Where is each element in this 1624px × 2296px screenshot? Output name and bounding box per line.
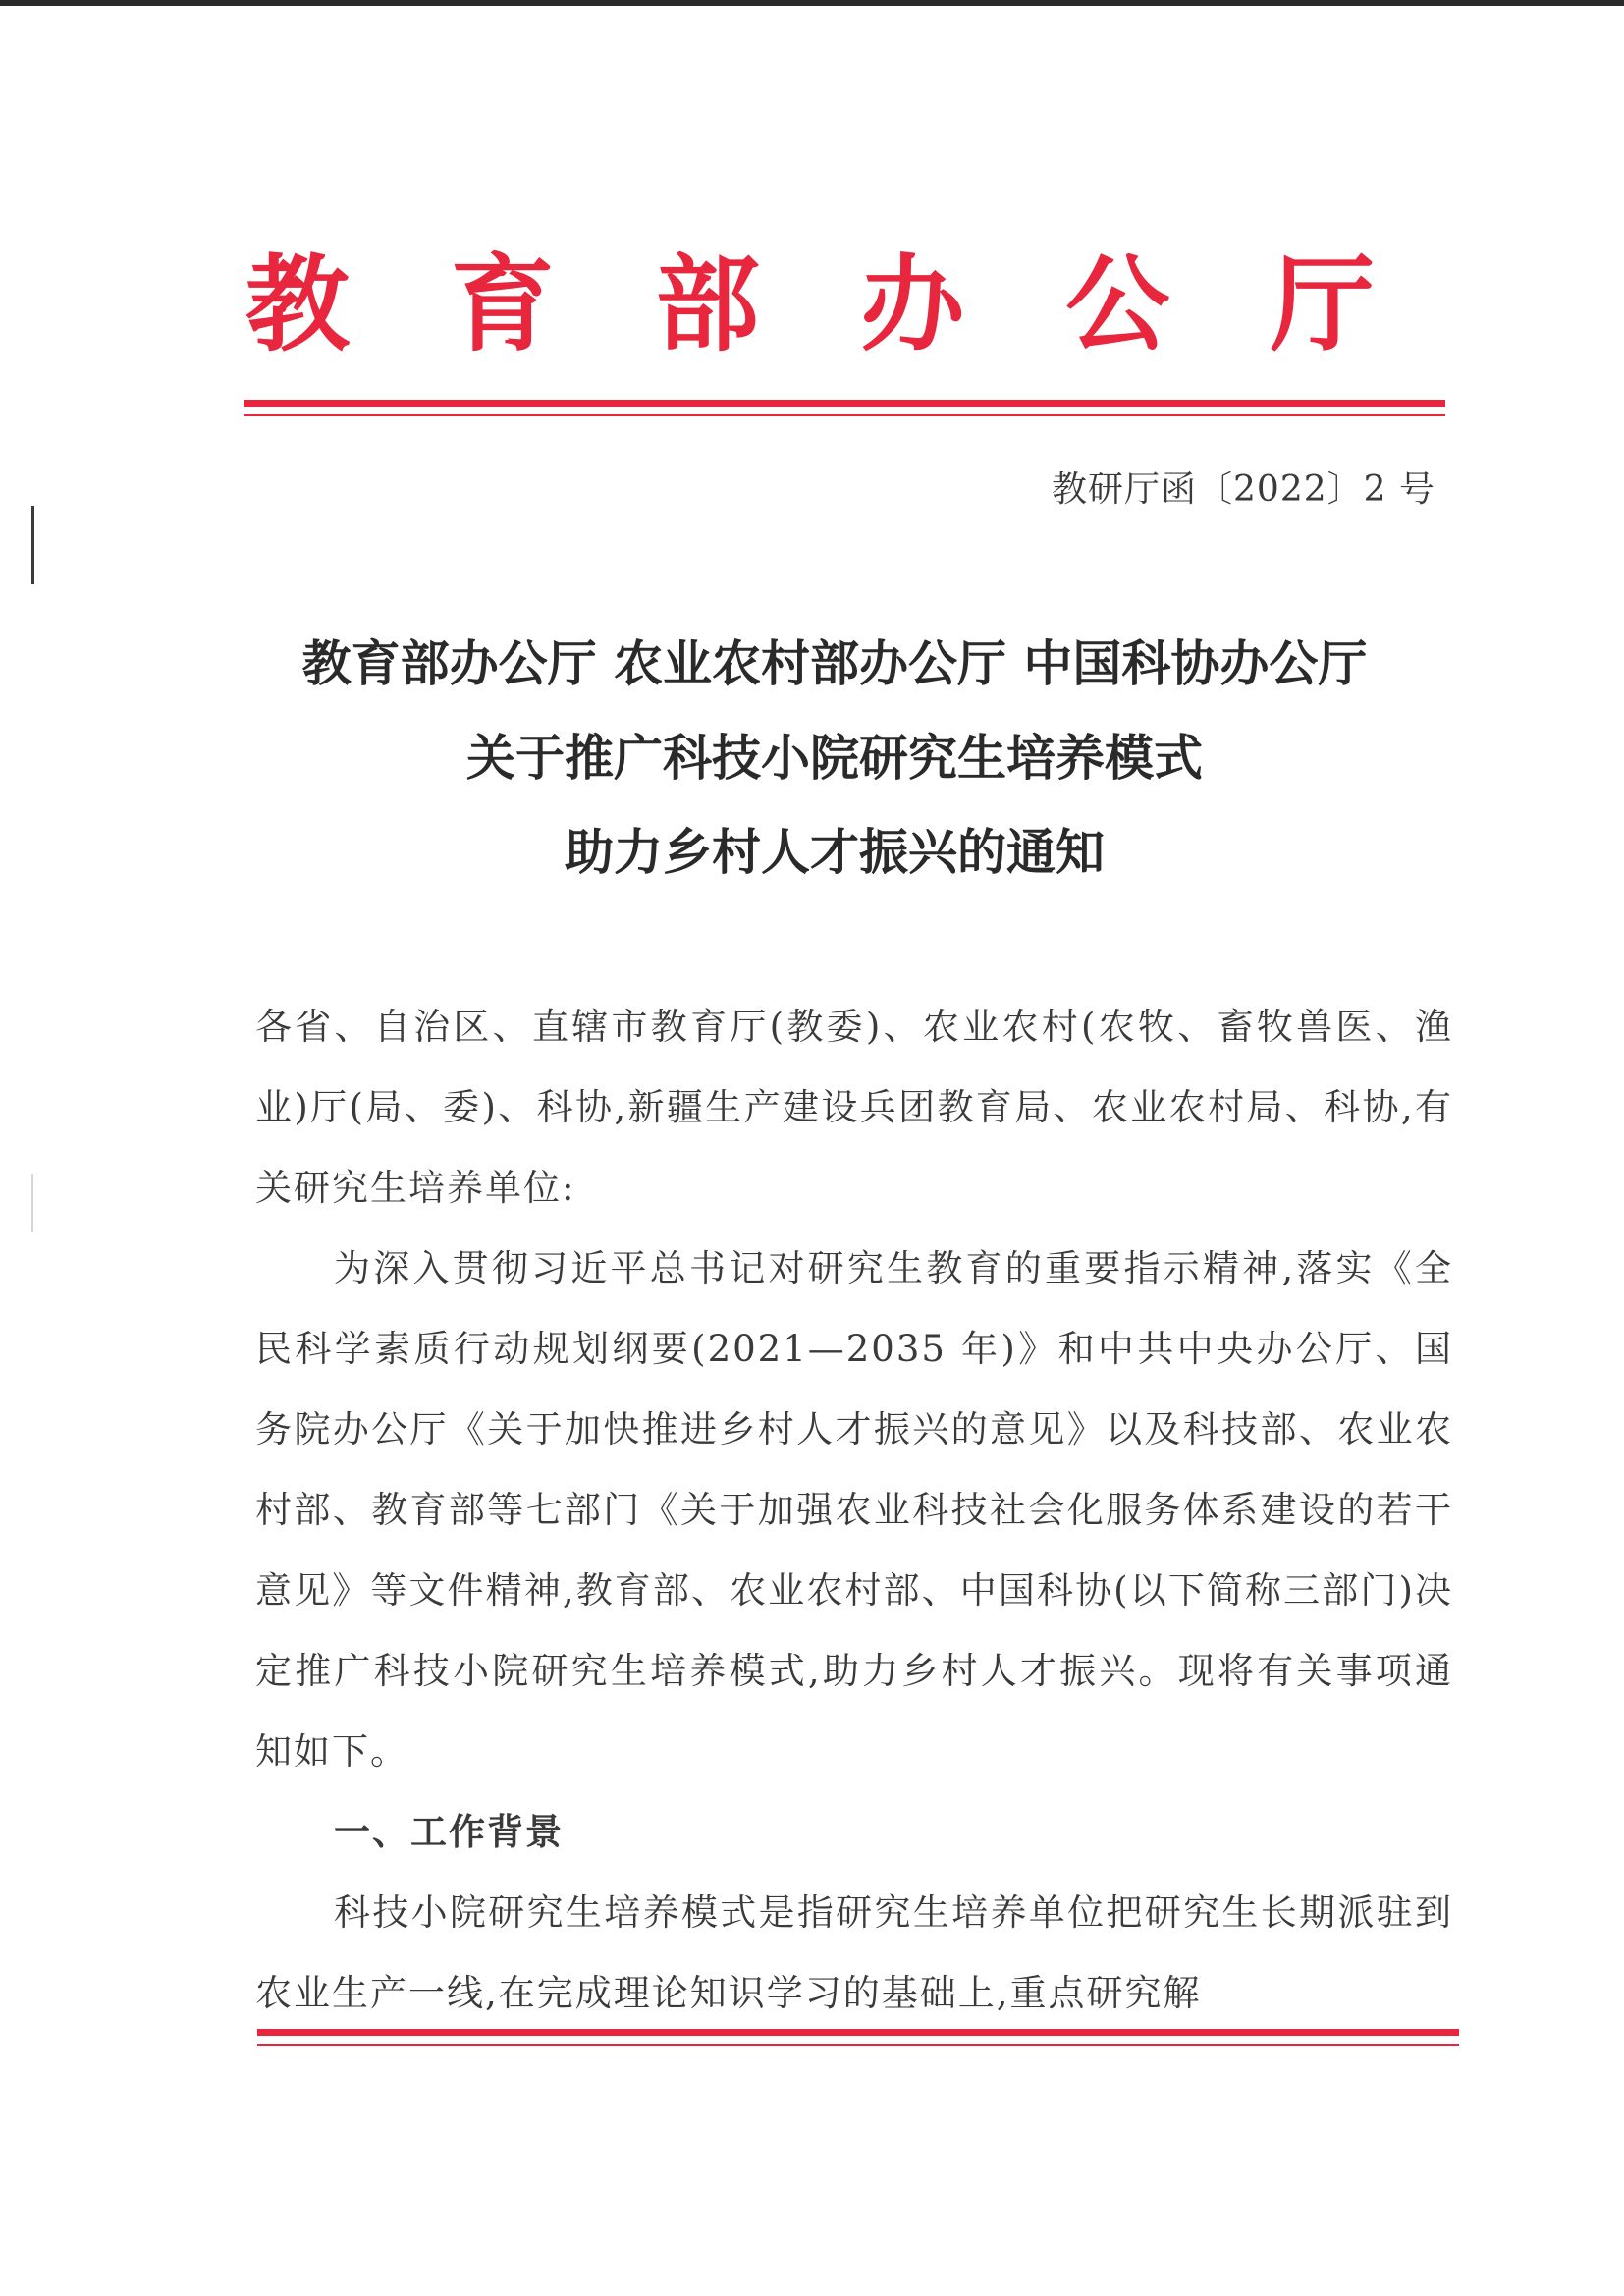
document-body [255,987,1453,2034]
masthead [245,241,1375,368]
document-title [167,617,1502,900]
footer-red-rule-thick [257,2029,1459,2036]
masthead-char: 部 [655,243,760,365]
section-heading: 一、工作背景 [334,1811,564,1853]
scan-margin-mark [31,1174,33,1232]
title-line: 关于推广科技小院研究生培养模式 [466,729,1203,787]
masthead-char: 办 [860,243,965,365]
masthead-char: 公 [1065,243,1170,365]
body-paragraph: 为深入贯彻习近平总书记对研究生教育的重要指示精神,落实《全民科学素质行动规划纲要(2021—2035 年)》和中共中央办公厅、国务院办公厅《关于加快推进乡村人才振兴的意见》以及科技部、农业农村部、教育部等七部门《关于加强农业科技社会化服务体系建设的若干意见》等文件精神,教育部、农业农村部、中国科协(以下简称三部门)决定推广科技小院研究生培养模式,助力乡村人才振兴。现将有关事项通知如下。 [255,1247,1453,1773]
document-number: 教研厅函〔2022〕2 号 [1052,469,1435,510]
body-paragraph: 科技小院研究生培养模式是指研究生培养单位把研究生长期派驻到农业生产一线,在完成理论知识学习的基础上,重点研究解 [255,1891,1453,2014]
masthead-red-rule-thin [244,414,1445,416]
scan-top-edge [0,0,1624,6]
masthead-char: 育 [450,243,555,365]
masthead-char: 厅 [1270,243,1375,365]
addressee-paragraph: 各省、自治区、直辖市教育厅(教委)、农业农村(农牧、畜牧兽医、渔业)厅(局、委)、科协,新疆生产建设兵团教育局、农业农村局、科协,有关研究生培养单位: [255,1006,1453,1209]
footer-red-rule-thin [257,2044,1459,2046]
masthead-char: 教 [245,243,350,365]
title-line: 助力乡村人才振兴的通知 [565,823,1105,881]
title-line: 教育部办公厅 农业农村部办公厅 中国科协办公厅 [301,634,1368,692]
masthead-red-rule-thick [244,400,1445,407]
scan-margin-mark [31,506,34,584]
